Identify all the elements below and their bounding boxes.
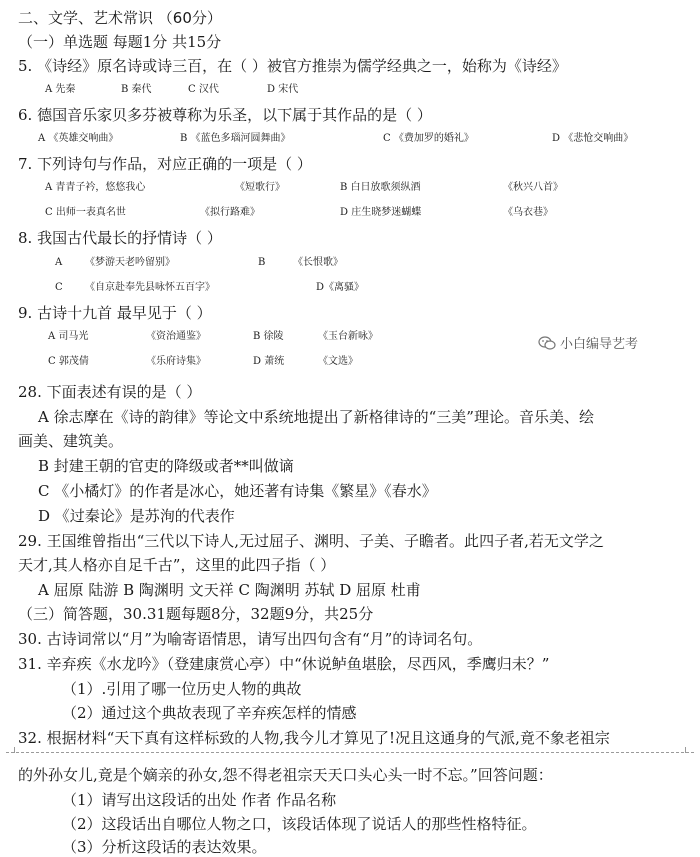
q7-option-c-work: 《拟行路难》 bbox=[200, 207, 260, 218]
q5-stem: 5. 《诗经》原名诗或诗三百，在（ ）被官方推崇为儒学经典之一，始称为《诗经》 bbox=[18, 57, 567, 75]
q9-option-c-work: 《乐府诗集》 bbox=[146, 356, 206, 367]
q31-stem: 31. 辛弃疾《水龙吟》（登建康赏心亭）中“休说鲈鱼堪脍，尽西风，季鹰归未？” bbox=[18, 655, 550, 673]
section-score: （60分） bbox=[157, 9, 222, 27]
q28-option-c: C 《小橘灯》的作者是冰心，她还著有诗集《繁星》《春水》 bbox=[38, 482, 437, 500]
q6-stem: 6. 德国音乐家贝多芬被尊称为乐圣，以下属于其作品的是（ ） bbox=[18, 106, 432, 124]
q32-stem-line2: 的外孙女儿,竟是个嫡亲的孙女,怨不得老祖宗天天口头心头一时不忘。”回答问题： bbox=[18, 766, 553, 784]
q8-option-d: D《离骚》 bbox=[316, 282, 365, 293]
q8-option-a-label: A bbox=[55, 257, 63, 268]
q9-option-c-author: C 郭茂倩 bbox=[48, 356, 89, 367]
q8-option-c-label: C bbox=[55, 282, 63, 293]
q7-option-c-line: C 出师一表真名世 bbox=[45, 207, 126, 218]
q32-stem-line1: 32. 根据材料“天下真有这样标致的人物,我今儿才算见了!况且这通身的气派,竟不象老祖宗 bbox=[18, 729, 610, 747]
watermark-text: 小白编导艺考 bbox=[560, 337, 639, 352]
q28-option-a-line1: A 徐志摩在《诗的韵律》等论文中系统地提出了新格律诗的“三美”理论。音乐美、绘 bbox=[38, 408, 594, 426]
q31-sub2: （2）通过这个典故表现了辛弃疾怎样的情感 bbox=[62, 704, 357, 722]
q9-option-b-work: 《玉台新咏》 bbox=[318, 331, 378, 342]
q8-stem: 8. 我国古代最长的抒情诗（ ） bbox=[18, 229, 222, 247]
q6-option-c: C 《费加罗的婚礼》 bbox=[383, 133, 474, 144]
q7-option-d-line: D 庄生晓梦迷蝴蝶 bbox=[340, 207, 422, 218]
q28-option-d: D 《过秦论》是苏洵的代表作 bbox=[38, 507, 235, 525]
q8-option-c-text: 《自京赴奉先县咏怀五百字》 bbox=[85, 282, 215, 293]
q28-option-b: B 封建王朝的官吏的降级或者**叫做谪 bbox=[38, 457, 294, 475]
q7-option-a-work: 《短歌行》 bbox=[235, 182, 285, 193]
q9-stem: 9. 古诗十九首 最早见于（ ） bbox=[18, 304, 212, 322]
q5-option-b: B 秦代 bbox=[121, 84, 152, 95]
q5-option-d: D 宋代 bbox=[267, 84, 299, 95]
q30-stem: 30. 古诗词常以“月”为喻寄语情思，请写出四句含有“月”的诗词名句。 bbox=[18, 630, 483, 648]
q9-option-a-author: A 司马光 bbox=[48, 331, 89, 342]
q9-option-d-work: 《文选》 bbox=[318, 356, 358, 367]
q29-stem-line1: 29. 王国维曾指出“三代以下诗人,无过屈子、渊明、子美、子瞻者。此四子者,若无文学之 bbox=[18, 532, 604, 550]
q7-stem: 7. 下列诗句与作品，对应正确的一项是（ ） bbox=[18, 155, 312, 173]
q7-option-d-work: 《乌衣巷》 bbox=[503, 207, 553, 218]
part3-header: （三）简答题，30.31题每题8分，32题9分，共25分 bbox=[18, 605, 374, 623]
q29-stem-line2: 天才,其人格亦自足千古”，这里的此四子指（ ） bbox=[18, 556, 336, 574]
q8-option-a-text: 《梦游天老吟留别》 bbox=[85, 257, 175, 268]
q9-option-d-author: D 萧统 bbox=[253, 356, 285, 367]
q6-option-b: B 《蓝色多瑙河圆舞曲》 bbox=[180, 133, 291, 144]
q28-option-a-line2: 画美、建筑美。 bbox=[18, 432, 124, 450]
q5-option-c: C 汉代 bbox=[188, 84, 219, 95]
q32-sub2: （2）这段话出自哪位人物之口，该段话体现了说话人的那些性格特征。 bbox=[62, 815, 537, 833]
q9-option-a-work: 《资治通鉴》 bbox=[146, 331, 206, 342]
q7-option-a-line: A 青青子衿，悠悠我心 bbox=[45, 182, 146, 193]
q31-sub1: （1）.引用了哪一位历史人物的典故 bbox=[62, 680, 302, 698]
wechat-icon bbox=[538, 336, 556, 350]
section-title-text: 二、文学、艺术常识 bbox=[18, 9, 154, 27]
q7-option-b-work: 《秋兴八首》 bbox=[503, 182, 563, 193]
q29-options: A 屈原 陆游 B 陶渊明 文天祥 C 陶渊明 苏轼 D 屈原 杜甫 bbox=[38, 581, 421, 599]
section-title bbox=[18, 8, 222, 28]
q6-option-a: A 《英雄交响曲》 bbox=[38, 133, 119, 144]
page-break-divider bbox=[6, 752, 694, 753]
q32-sub1: （1）请写出这段话的出处 作者 作品名称 bbox=[62, 791, 337, 809]
part1-header: （一）单选题 每题1分 共15分 bbox=[18, 33, 222, 51]
q8-option-b-text: 《长恨歌》 bbox=[293, 257, 343, 268]
q5-option-a: A 先秦 bbox=[45, 84, 76, 95]
q8-option-b-label: B bbox=[258, 257, 266, 268]
q32-sub3: （3）分析这段话的表达效果。 bbox=[62, 838, 267, 856]
q28-stem: 28. 下面表述有误的是（ ） bbox=[18, 383, 202, 401]
watermark bbox=[538, 333, 638, 352]
q7-option-b-line: B 白日放歌须纵酒 bbox=[340, 182, 421, 193]
q6-option-d: D 《悲怆交响曲》 bbox=[552, 133, 634, 144]
q9-option-b-author: B 徐陵 bbox=[253, 331, 284, 342]
